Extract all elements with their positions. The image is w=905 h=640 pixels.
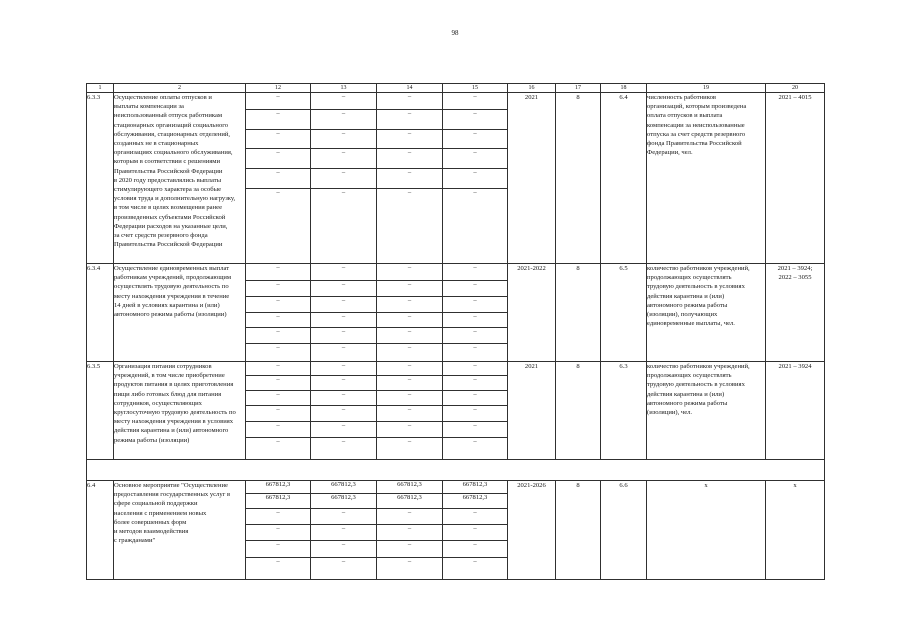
column-header: 18 <box>601 84 647 93</box>
indicator-description: количество работников учреждений, продолжающих осуществлять трудовую деятельность в условиях действия карантина и (или) автономного режима работы (изоляции), получающих единовременные выплаты, чел. <box>647 264 766 362</box>
item-number: 6.3.5 <box>87 362 114 460</box>
funding-cell: – <box>246 438 311 460</box>
table-row <box>87 93 825 110</box>
funding-cell: 667812,3 <box>443 481 508 494</box>
indicator-target-values: 2021 – 3924; 2022 – 3055 <box>766 264 825 362</box>
funding-cell: 667812,3 <box>443 494 508 509</box>
funding-cell: – <box>377 541 443 558</box>
funding-cell: – <box>311 541 377 558</box>
funding-cell: – <box>246 509 311 525</box>
indicator-target-values: 2021 – 4015 <box>766 93 825 264</box>
column-header: 2 <box>114 84 246 93</box>
item-number: 6.3.4 <box>87 264 114 362</box>
item-number: 6.4 <box>87 481 114 580</box>
column-header: 1 <box>87 84 114 93</box>
column-17-value: 8 <box>556 264 601 362</box>
funding-cell: – <box>377 189 443 264</box>
funding-cell: – <box>246 376 311 391</box>
funding-cell: – <box>443 362 508 376</box>
funding-cell: – <box>311 406 377 422</box>
funding-cell: – <box>443 422 508 438</box>
funding-cell: – <box>377 264 443 281</box>
column-17-value: 8 <box>556 362 601 460</box>
funding-cell: – <box>311 376 377 391</box>
funding-cell: – <box>377 558 443 580</box>
funding-cell: – <box>377 149 443 169</box>
funding-cell: – <box>443 376 508 391</box>
funding-cell: – <box>246 406 311 422</box>
funding-cell: 667812,3 <box>246 481 311 494</box>
indicator-description: x <box>647 481 766 580</box>
funding-cell: – <box>246 297 311 313</box>
funding-cell: – <box>311 313 377 328</box>
funding-cell: – <box>377 110 443 130</box>
column-17-value: 8 <box>556 481 601 580</box>
funding-cell: – <box>377 313 443 328</box>
funding-cell: – <box>311 169 377 189</box>
indicator-target-values: 2021 – 3924 <box>766 362 825 460</box>
funding-cell: – <box>377 328 443 344</box>
funding-cell: – <box>311 264 377 281</box>
funding-cell: – <box>377 281 443 297</box>
funding-cell: – <box>246 362 311 376</box>
funding-cell: – <box>443 525 508 541</box>
column-header: 15 <box>443 84 508 93</box>
activity-name: Осуществление оплаты отпусков и выплаты компенсации за неиспользованный отпуск работникам стационарных организаций социального обслуживания, стационарных отделений, созданных не в стационарных организациях социального обслуживания, которым в соответствии с решениями Правительства Российской Федерации в 2020 году предоставлялись выплаты стимулирующего характера за особые условия труда и дополнительную нагрузку, в том числе в целях возмещения ранее произведенных субъектами Российской Федерации расходов на указанные цели, за счет средств резервного фонда Правительства Российской Федерации <box>114 93 246 264</box>
funding-cell: – <box>377 130 443 149</box>
funding-cell: – <box>443 281 508 297</box>
funding-cell: 667812,3 <box>377 481 443 494</box>
indicator-description: численность работников организаций, которым произведена оплата отпусков и выплата компенсации за неиспользованные отпуска за счет средств резервного фонда Правительства Российской Федерации, чел. <box>647 93 766 264</box>
funding-cell: – <box>246 189 311 264</box>
column-header: 16 <box>508 84 556 93</box>
funding-cell: – <box>377 438 443 460</box>
funding-cell: 667812,3 <box>311 494 377 509</box>
funding-cell: – <box>443 558 508 580</box>
funding-cell: – <box>443 169 508 189</box>
item-number: 6.3.3 <box>87 93 114 264</box>
column-header: 14 <box>377 84 443 93</box>
funding-cell: – <box>443 344 508 362</box>
column-header: 13 <box>311 84 377 93</box>
empty-row <box>87 460 825 481</box>
funding-cell: – <box>311 110 377 130</box>
funding-cell: – <box>246 264 311 281</box>
implementation-years: 2021 <box>508 362 556 460</box>
funding-cell: – <box>311 438 377 460</box>
funding-cell: – <box>246 93 311 110</box>
funding-cell: 667812,3 <box>377 494 443 509</box>
funding-cell: – <box>246 110 311 130</box>
implementation-years: 2021 <box>508 93 556 264</box>
funding-cell: – <box>311 362 377 376</box>
column-header: 20 <box>766 84 825 93</box>
column-header: 19 <box>647 84 766 93</box>
funding-cell: – <box>311 189 377 264</box>
funding-cell: – <box>246 313 311 328</box>
activity-name: Организация питания сотрудников учреждений, в том числе приобретение продуктов питания в целях приготовления пищи либо готовых блюд для питания сотрудников, осуществляющих круглосуточную трудовую деятельность по месту нахождения учреждения в условиях действия карантина и (или) автономного режима работы (изоляции) <box>114 362 246 460</box>
funding-cell: – <box>377 376 443 391</box>
funding-cell: – <box>377 362 443 376</box>
table-row <box>87 362 825 376</box>
funding-cell: – <box>377 422 443 438</box>
funding-cell: – <box>443 189 508 264</box>
column-18-value: 6.6 <box>601 481 647 580</box>
implementation-years: 2021-2022 <box>508 264 556 362</box>
table-row <box>87 481 825 494</box>
funding-cell: – <box>311 509 377 525</box>
column-18-value: 6.4 <box>601 93 647 264</box>
indicator-description: количество работников учреждений, продолжающих осуществлять трудовую деятельность в условиях действия карантина и (или) автономного режима работы (изоляции), чел. <box>647 362 766 460</box>
funding-cell: 667812,3 <box>311 481 377 494</box>
column-17-value: 8 <box>556 93 601 264</box>
funding-cell: – <box>311 149 377 169</box>
funding-cell: 667812,3 <box>246 494 311 509</box>
column-18-value: 6.3 <box>601 362 647 460</box>
funding-cell: – <box>443 313 508 328</box>
funding-cell: – <box>311 328 377 344</box>
table-row <box>87 264 825 281</box>
funding-cell: – <box>443 93 508 110</box>
funding-cell: – <box>246 525 311 541</box>
column-18-value: 6.5 <box>601 264 647 362</box>
funding-cell: – <box>443 264 508 281</box>
funding-cell: – <box>311 558 377 580</box>
funding-cell: – <box>443 328 508 344</box>
column-header: 17 <box>556 84 601 93</box>
funding-cell: – <box>311 422 377 438</box>
empty-cell <box>87 460 825 481</box>
funding-cell: – <box>377 169 443 189</box>
funding-cell: – <box>443 509 508 525</box>
funding-cell: – <box>246 391 311 406</box>
funding-cell: – <box>246 344 311 362</box>
activity-name: Основное мероприятие "Осуществление предоставления государственных услуг в сфере социальной поддержки населения с применением новых более совершенных форм и методов взаимодействия с гражданами" <box>114 481 246 580</box>
funding-cell: – <box>443 391 508 406</box>
funding-cell: – <box>246 149 311 169</box>
funding-cell: – <box>246 281 311 297</box>
funding-cell: – <box>246 558 311 580</box>
funding-cell: – <box>246 422 311 438</box>
funding-cell: – <box>443 110 508 130</box>
funding-cell: – <box>443 149 508 169</box>
funding-cell: – <box>246 169 311 189</box>
indicator-target-values: x <box>766 481 825 580</box>
funding-cell: – <box>443 541 508 558</box>
funding-cell: – <box>443 406 508 422</box>
funding-cell: – <box>311 130 377 149</box>
program-activities-table <box>86 83 825 580</box>
funding-cell: – <box>311 344 377 362</box>
funding-cell: – <box>377 509 443 525</box>
table-header-row <box>87 84 825 93</box>
page-number: 98 <box>451 29 459 37</box>
funding-cell: – <box>246 328 311 344</box>
funding-cell: – <box>443 297 508 313</box>
funding-cell: – <box>377 391 443 406</box>
funding-cell: – <box>443 438 508 460</box>
funding-cell: – <box>377 406 443 422</box>
funding-cell: – <box>246 130 311 149</box>
funding-cell: – <box>443 130 508 149</box>
funding-cell: – <box>311 391 377 406</box>
implementation-years: 2021-2026 <box>508 481 556 580</box>
funding-cell: – <box>377 297 443 313</box>
funding-cell: – <box>311 297 377 313</box>
funding-cell: – <box>377 344 443 362</box>
funding-cell: – <box>311 93 377 110</box>
column-header: 12 <box>246 84 311 93</box>
funding-cell: – <box>377 525 443 541</box>
funding-cell: – <box>311 281 377 297</box>
funding-cell: – <box>311 525 377 541</box>
funding-cell: – <box>246 541 311 558</box>
funding-cell: – <box>377 93 443 110</box>
activity-name: Осуществление единовременных выплат работникам учреждений, продолжающим осуществлять трудовую деятельность по месту нахождения учреждения в течение 14 дней в условиях карантина и (или) автономного режима работы (изоляции) <box>114 264 246 362</box>
